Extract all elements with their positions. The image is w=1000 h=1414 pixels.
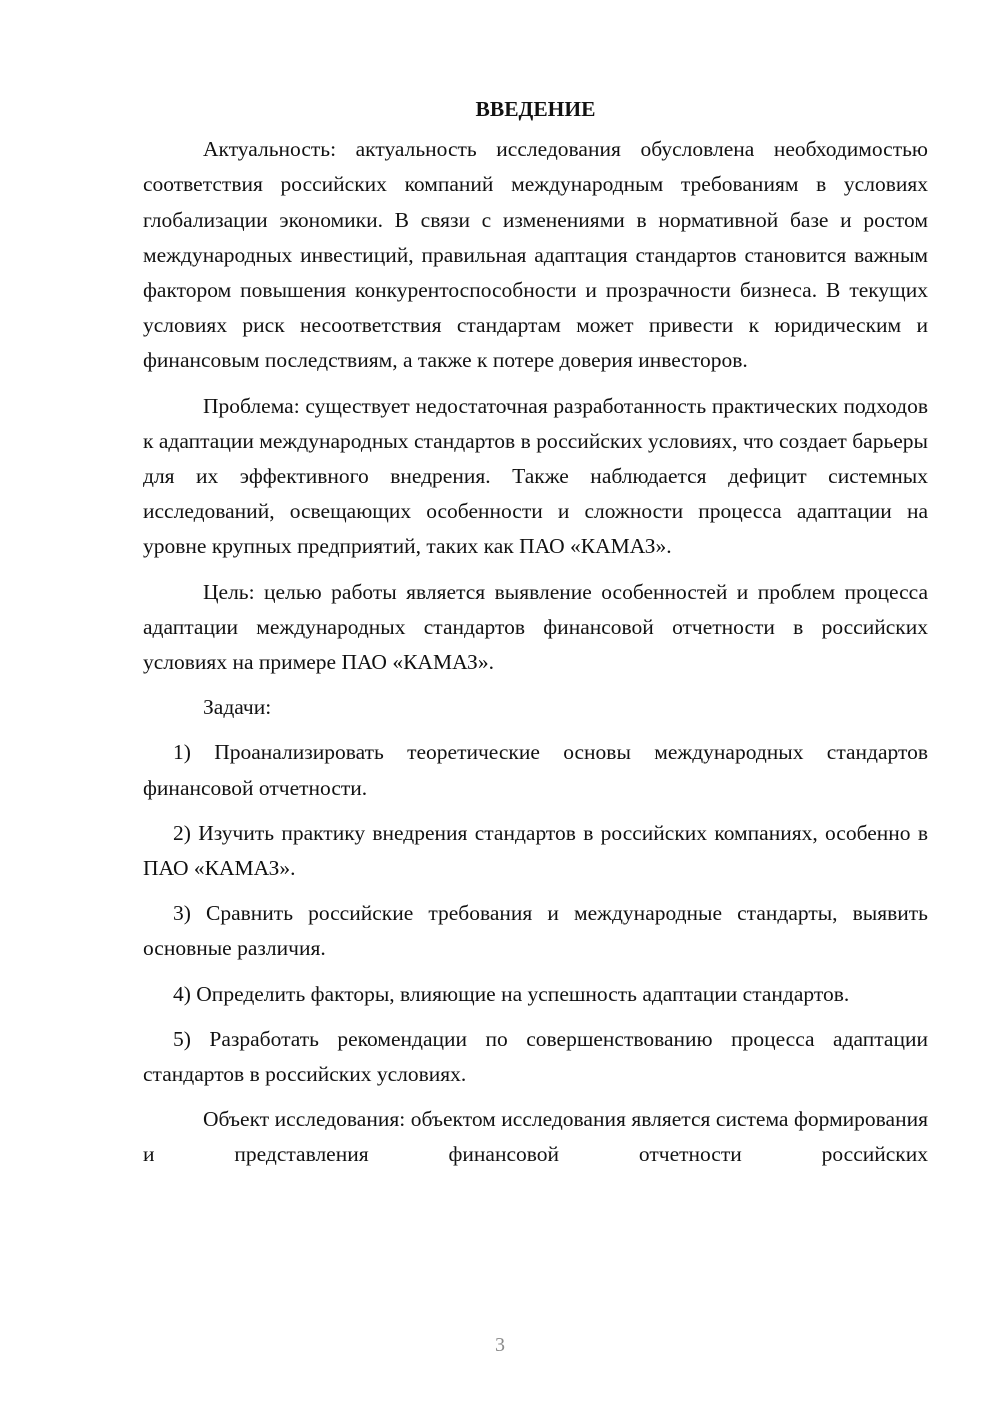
section-heading: ВВЕДЕНИЕ: [475, 97, 596, 121]
page-number: 3: [495, 1334, 505, 1356]
document-page: [143, 92, 928, 1183]
task-item-3: 3) Сравнить российские требования и международные стандарты, выявить основные различия.: [143, 901, 928, 961]
goal-paragraph: Цель: целью работы является выявление особенностей и проблем процесса адаптации международных стандартов финансовой отчетности в российских условиях на примере ПАО «КАМАЗ».: [143, 579, 928, 675]
tasks-heading: Задачи:: [203, 695, 272, 720]
task-item-1: 1) Проанализировать теоретические основы международных стандартов финансовой отчетности.: [143, 740, 928, 800]
problem-paragraph: Проблема: существует недостаточная разработанность практических подходов к адаптации международных стандартов в российских условиях, что создает барьеры для их эффективного внедрения. Также наблюдается дефицит системных исследований, освещающих особенности и сложности процесса адаптации на уровне крупных предприятий, таких как ПАО «КАМАЗ».: [143, 393, 928, 559]
relevance-paragraph: Актуальность: актуальность исследования обусловлена необходимостью соответствия российских компаний международным требованиям в условиях глобализации экономики. В связи с изменениями в нормативной базе и ростом международных инвестиций, правильная адаптация стандартов становится важным фактором повышения конкурентоспособности и прозрачности бизнеса. В текущих условиях риск несоответствия стандартам может привести к юридическим и финансовым последствиям, а также к потере доверия инвесторов.: [143, 137, 928, 373]
task-item-5: 5) Разработать рекомендации по совершенствованию процесса адаптации стандартов в российских условиях.: [143, 1026, 928, 1087]
task-item-4: 4) Определить факторы, влияющие на успешность адаптации стандартов.: [173, 981, 850, 1006]
object-paragraph: Объект исследования: объектом исследования является система формирования и представления финансовой отчетности российских: [143, 1107, 928, 1167]
task-item-2: 2) Изучить практику внедрения стандартов в российских компаниях, особенно в ПАО «КАМАЗ».: [143, 820, 928, 881]
